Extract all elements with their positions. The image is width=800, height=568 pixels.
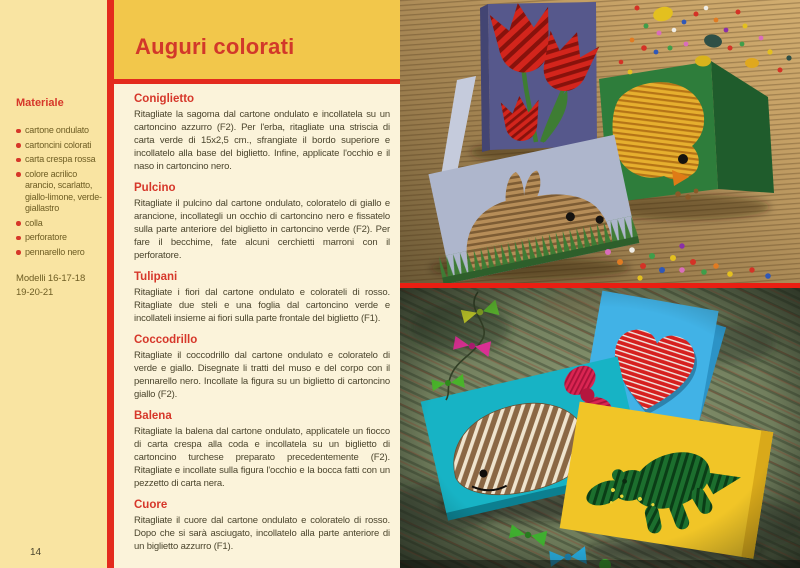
section-body: Ritagliate la balena dal cartone ondulato, applicatele un fiocco di carta crespa alla coda e incollatela su un biglietto di cartoncino turchese preparato precedentemente (F2). Ritagliate e incollate sulla figura l'occhio e la bocca fatti con un pezzetto di carta nera. [134, 426, 390, 489]
material-item: colla [16, 218, 102, 230]
section-body: Ritagliate il coccodrillo dal cartone ondulato e coloratelo di verde e giallo. Disegnate li tratti del muso e del corpo con il pennarello nero. Incollate la figura su un biglietto di cartoncino giallo (F2). [134, 350, 390, 400]
instructions [114, 84, 400, 568]
title-band [114, 0, 400, 79]
section-balena [134, 410, 390, 490]
photo-top-illustration [400, 0, 800, 283]
section-body: Ritagliate il pulcino dal cartone ondulato, coloratelo di giallo e arancione, incollategli un occhio di cartoncino nero e fissatelo sulla parte anteriore del biglietto in cartoncino verde (F2). Per fare il becchime, fate alcuni cerchietti marroni con il perforatore. [134, 198, 390, 261]
chick-eye [678, 154, 688, 164]
section-cuore [134, 499, 390, 553]
section-coccodrillo [134, 334, 390, 401]
section-heading: Balena [134, 410, 172, 422]
section-body: Ritagliate il cuore dal cartone ondulato e coloratelo di rosso. Dopo che si sarà asciugato, incollatelo alla parte anteriore di un biglietto azzurro (F1). [134, 515, 390, 552]
material-item: carta crespa rossa [16, 154, 102, 166]
section-heading: Coniglietto [134, 93, 195, 105]
photo-bottom-illustration [400, 288, 800, 568]
main-column [114, 0, 400, 568]
material-item: perforatore [16, 232, 102, 244]
section-heading: Pulcino [134, 182, 176, 194]
materials-list [16, 125, 102, 258]
section-pulcino [134, 182, 390, 262]
photo-top-cards [400, 0, 800, 283]
photo-bottom-cards [400, 288, 800, 568]
photo-divider-rule [400, 283, 800, 288]
section-body: Ritagliate la sagoma dal cartone ondulato e incollatela su un cartoncino azzurro (F2). Per l'erba, ritagliate una striscia di carta verde di 15x2,5 cm., sfrangiate il bordo superiore e incollatelo alla base del biglietto. Infine, applicate l'occhio e il naso in cartoncino nero. [134, 109, 390, 172]
material-item: cartone ondulato [16, 125, 102, 137]
tulip-card [480, 0, 601, 152]
section-heading: Coccodrillo [134, 334, 198, 346]
material-item: cartoncini colorati [16, 140, 102, 152]
red-vertical-rule [107, 0, 114, 568]
materials-sidebar [0, 0, 107, 568]
red-horizontal-rule [107, 79, 400, 84]
section-body: Ritagliate i fiori dal cartone ondulato e colorateli di rosso. Ritagliate due steli e una foglia dal cartoncino verde e incollateli insieme ai fiori sulla parte frontale del biglietto (F1). [134, 287, 390, 324]
models-note: Modelli 16-17-18 19-20-21 [16, 273, 86, 298]
section-coniglietto [134, 93, 390, 173]
section-heading: Tulipani [134, 271, 178, 283]
material-item: pennarello nero [16, 247, 102, 259]
material-item: colore acrilico arancio, scarlatto, giallo-limone, verde-giallastro [16, 169, 102, 215]
page-title: Auguri colorati [135, 34, 295, 59]
section-heading: Cuore [134, 499, 168, 511]
materials-heading: Materiale [16, 97, 64, 109]
section-tulipani [134, 271, 390, 325]
page-number: 14 [30, 547, 42, 558]
